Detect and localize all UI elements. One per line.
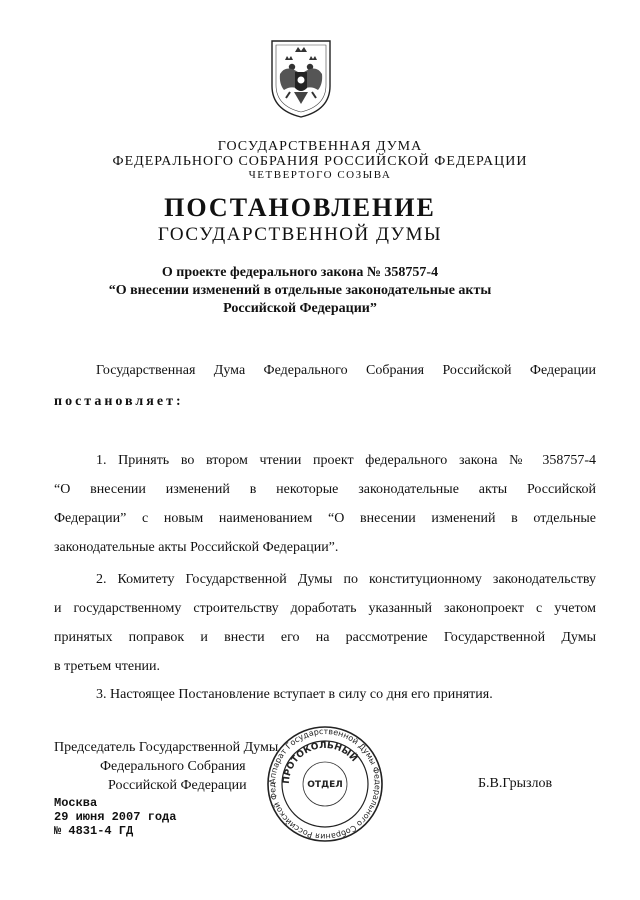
footer-date: 29 июня 2007 года [54,810,177,824]
svg-text:Аппарат Государственной Думы Ф: Аппарат Государственной Думы Федерального Собрания Российской Фед [267,726,383,842]
item-1-line-2: “О внесении изменений в некоторые законодательные акты Российской [54,482,596,497]
resolution-item-2 [54,571,596,687]
signatory-name: Б.В.Грызлов [478,776,553,791]
document-title: ПОСТАНОВЛЕНИЕ [164,193,436,222]
document-subtitle: ГОСУДАРСТВЕННОЙ ДУМЫ [157,224,443,245]
svg-text:ОТДЕЛ: ОТДЕЛ [307,780,343,790]
signatory-role-line-3: Российской Федерации [108,778,247,793]
resolution-item-1 [54,452,596,568]
item-2-line-3: принятых поправок и внести его на рассмотрение Государственной Думы [54,630,596,645]
signatory-role-line-2: Федерального Собрания [100,759,246,774]
signatory-role-line-1: Председатель Государственной Думы [54,740,279,755]
item-2-line-4: в третьем чтении. [54,659,161,674]
subject-line-3: Российской Федерации” [223,301,377,316]
item-2-line-2: и государственному строительству доработать указанный законопроект с учетом [54,601,596,616]
item-2-line-1: 2. Комитету Государственной Думы по конституционному законодательству [96,572,596,587]
item-1-line-1: 1. Принять во втором чтении проект федерального закона № 358757-4 [96,453,596,468]
resolves-word: постановляет: [54,394,184,409]
coat-of-arms-emblem [268,38,334,120]
subject-line-2: “О внесении изменений в отдельные законодательные акты [108,283,492,298]
item-1-line-3: Федерации” с новым наименованием “О внесении изменений в отдельные [54,511,596,526]
header-line-1: ГОСУДАРСТВЕННАЯ ДУМА [217,139,423,154]
footer-city: Москва [54,796,98,810]
protocol-department-stamp [265,724,385,844]
subject-line-1: О проекте федерального закона № 358757-4 [161,265,439,280]
item-1-line-4: законодательные акты Российской Федерации”. [54,540,339,555]
svg-text:ПРОТОКОЛЬНЫЙ: ПРОТОКОЛЬНЫЙ [281,740,359,785]
resolution-item-3: 3. Настоящее Постановление вступает в силу со дня его принятия. [96,687,493,702]
intro-paragraph: Государственная Дума Федерального Собрания Российской Федерации [96,363,596,378]
header-line-3: ЧЕТВЕРТОГО СОЗЫВА [248,169,392,181]
header-line-2: ФЕДЕРАЛЬНОГО СОБРАНИЯ РОССИЙСКОЙ ФЕДЕРАЦИИ [112,154,528,169]
footer-number: № 4831-4 ГД [54,824,134,838]
